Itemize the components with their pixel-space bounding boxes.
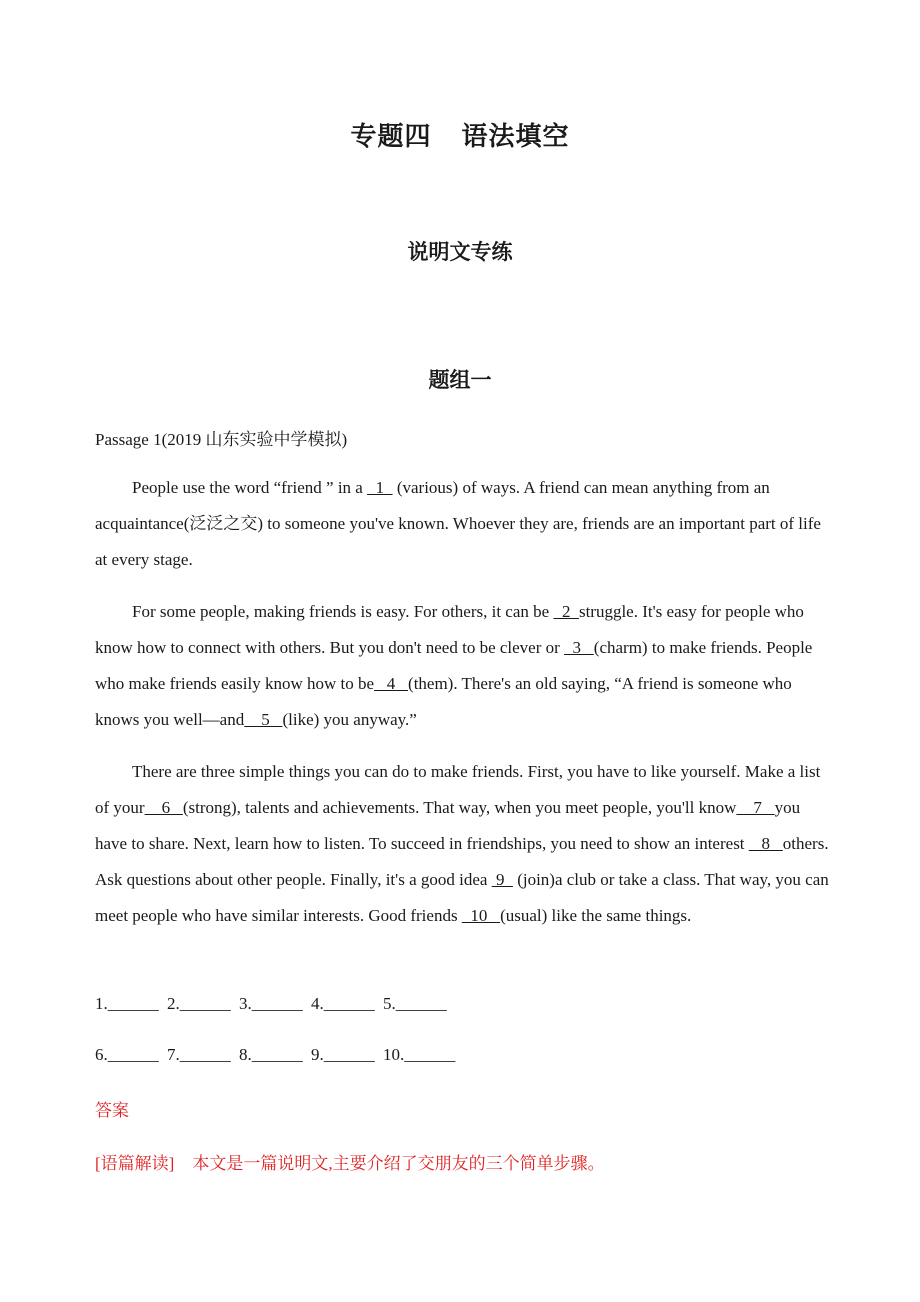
paragraph-3: [95, 754, 830, 934]
paragraph-text: (usual) like the same things.: [500, 906, 692, 925]
paragraph-text: People use the word “friend ” in a: [132, 478, 368, 497]
answer-blank: 10.______: [383, 1045, 456, 1064]
answer-blank: 7.______: [167, 1045, 231, 1064]
paragraph-text: There are three simple things you can do to make friends. First, you have to like yourself. Make a list of your: [95, 762, 821, 817]
analysis-text: 本文是一篇说明文,主要介绍了交朋友的三个简单步骤。: [192, 1154, 605, 1173]
paragraph-text: (strong), talents and achievements. That way, when you meet people, you'll know: [182, 798, 737, 817]
answer-blanks-row-2: [95, 1045, 459, 1065]
blank-7: 7: [736, 798, 775, 817]
group-title: 题组一: [428, 368, 492, 392]
paragraph-text: (like) you anyway.”: [282, 710, 417, 729]
paragraph-text: struggle. It's easy for people who know how to connect with others. But you don't need to be clever or: [95, 602, 804, 657]
paragraph-text: (join)a club or take a class. That way, you can meet people who have similar interests. Good friends: [95, 870, 829, 925]
title-part-2: 语法填空: [461, 122, 570, 152]
paragraph-text: (charm) to make friends. People who make friends easily know how to be: [95, 638, 813, 693]
blank-5: 5: [244, 710, 283, 729]
answer-blank: 4.______: [311, 994, 375, 1013]
passage-heading: Passage 1(2019 山东实验中学模拟): [95, 430, 348, 449]
analysis-line: [95, 1149, 605, 1174]
blank-10: 10: [461, 906, 501, 925]
blank-8: 8: [748, 834, 783, 853]
paragraph-2: [95, 594, 830, 738]
paragraph-1: [95, 470, 830, 578]
answer-blank: 3.______: [239, 994, 303, 1013]
page-subtitle: 说明文专练: [407, 240, 513, 264]
answer-blank: 5.______: [383, 994, 447, 1013]
blank-9: 9: [491, 870, 513, 889]
blank-6: 6: [144, 798, 183, 817]
answer-blank: 8.______: [239, 1045, 303, 1064]
paragraph-text: (various) of ways. A friend can mean anything from an acquaintance(泛泛之交) to someone you've known. Whoever they are, friends are an important part of life at every stage.: [95, 478, 821, 569]
answer-blanks-row-1: [95, 994, 451, 1014]
answer-heading: 答案: [95, 1101, 129, 1120]
blank-2: 2: [553, 602, 579, 621]
answer-blank: 1.______: [95, 994, 159, 1013]
paragraph-text: (them). There's an old saying, “A friend is someone who knows you well—and: [95, 674, 792, 729]
paragraph-text: you have to share. Next, learn how to listen. To succeed in friendships, you need to show an interest: [95, 798, 801, 853]
answer-blank: 9.______: [311, 1045, 375, 1064]
blank-3: 3: [564, 638, 594, 657]
title-part-1: 专题四: [350, 122, 432, 152]
page-title: [0, 116, 920, 153]
analysis-label: [语篇解读]: [95, 1154, 175, 1173]
answer-blank: 2.______: [167, 994, 231, 1013]
blank-4: 4: [374, 674, 409, 693]
blank-1: 1: [367, 478, 393, 497]
paragraph-text: others. Ask questions about other people. Finally, it's a good idea: [95, 834, 829, 889]
paragraph-text: For some people, making friends is easy. For others, it can be: [132, 602, 554, 621]
answer-blank: 6.______: [95, 1045, 159, 1064]
